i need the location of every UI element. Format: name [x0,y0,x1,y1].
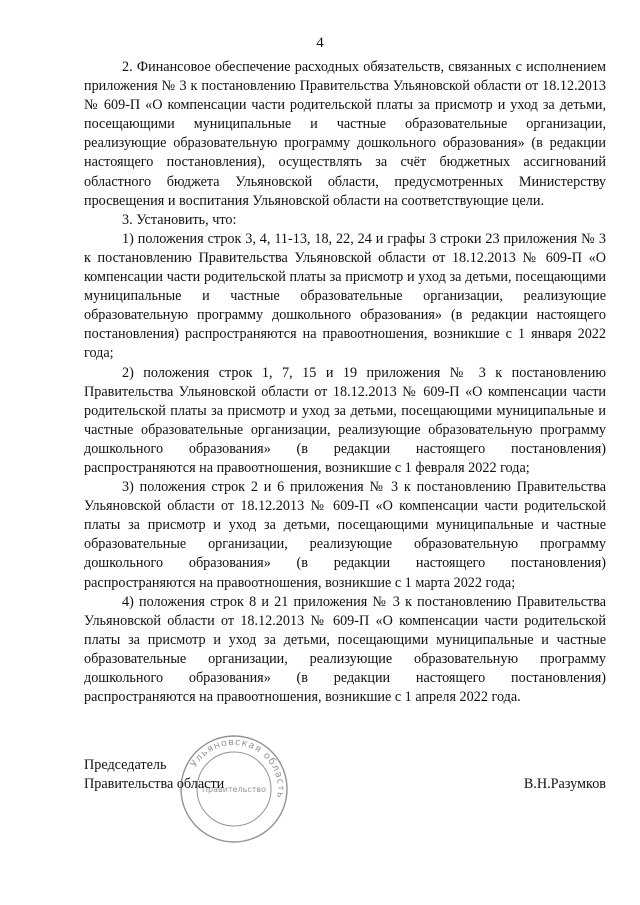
paragraph-financing: 2. Финансовое обеспечение расходных обязательств, связанных с исполнением приложения № 3 к постановлению Правительства Ульяновской области от 18.12.2013 № 609-П «О компенсации части родительской платы за присмотр и уход за детьми, посещающими муниципальные и частные образовательные организации, реализующие образовательную программу дошкольного образования» (в редакции настоящего постановления), осуществлять за счёт бюджетных ассигнований областного бюджета Ульяновской области, предусмотренных Министерству просвещения и воспитания Ульяновской области на соответствующие цели. [84,59,606,209]
signatory-name: В.Н.Разумков [523,776,606,792]
paragraph-item-1: 1) положения строк 3, 4, 11-13, 18, 22, 24 и графы 3 строки 23 приложения № 3 к постановлению Правительства Ульяновской области от 18.12.2013 № 609-П «О компенсации части родительской платы за присмотр и уход за детьми, посещающими муниципальные и частные образовательные организации, реализующие образовательную программу дошкольного образования» (в редакции настоящего постановления) распространяются на правоотношения, возникшие с 1 января 2022 года; [84,230,606,362]
official-seal [178,733,290,845]
paragraph-establish: 3. Установить, что: [122,211,237,228]
paragraph-item-2: 2) положения строк 1, 7, 15 и 19 приложения № 3 к постановлению Правительства Ульяновской области от 18.12.2013 № 609-П «О компенсации части родительской платы за присмотр и уход за детьми, посещающими муниципальные и частные образовательные организации, реализующие образовательную программу дошкольного образования» (в редакции настоящего постановления) распространяются на правоотношения, возникшие с 1 февраля 2022 года; [84,364,606,476]
signature-block [84,756,606,816]
seal-ring-text: Ульяновская область [188,736,287,800]
seal-center-text: Правительство [202,785,266,794]
page-number: 4 [316,35,324,51]
document-body [84,58,606,707]
signatory-title-line-2: Правительства области [84,776,225,792]
paragraph-item-4: 4) положения строк 8 и 21 приложения № 3 к постановлению Правительства Ульяновской области от 18.12.2013 № 609-П «О компенсации части родительской платы за присмотр и уход за детьми, посещающими муниципальные и частные образовательные организации, реализующие образовательную программу дошкольного образования» (в редакции настоящего постановления) распространяются на правоотношения, возникшие с 1 апреля 2022 года. [84,593,606,706]
paragraph-item-3: 3) положения строк 2 и 6 приложения № 3 к постановлению Правительства Ульяновской области от 18.12.2013 № 609-П «О компенсации части родительской платы за присмотр и уход за детьми, посещающими муниципальные и частные образовательные организации, реализующие образовательную программу дошкольного образования» (в редакции настоящего постановления) распространяются на правоотношения, возникшие с 1 марта 2022 года; [84,479,606,591]
signatory-title-line-1: Председатель [84,757,167,773]
